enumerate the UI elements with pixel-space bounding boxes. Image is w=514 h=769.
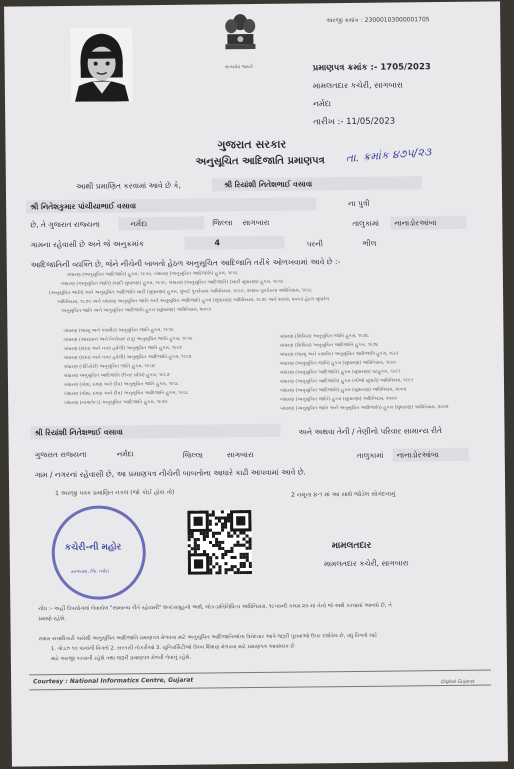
list-right-3: બંધારણ (જમ્મુ અને કાશ્મીર) અનુસૂચિત આદિજાતિ હુકમ, ૧૯૮૯ (279, 351, 400, 358)
district-label-2: જિલ્લા (182, 450, 203, 460)
certificate-page (4, 1, 508, 766)
serial-line-prefix: ગામના રહેવાસી છે અને જે અનુક્રમાંક (30, 239, 145, 250)
applicant-photo (70, 27, 133, 102)
list-left-8: બંધારણ (ગોવા, દમણ અને દીવ) અનુસૂચિત આદિજાતિ હુકમ, ૧૯૬૮ (64, 390, 189, 398)
list-right-6: બંધારણ (અનુસૂચિત આદિજાતિ) હુકમ (બીજો સુધારો) અધિનિયમ, ૧૯૯૧ (279, 378, 414, 385)
family-text: અને અથવા તેની / તેણીનો પરિવાર સામાન્ય રીતે (298, 426, 443, 437)
footnote-1b: પ્રમાણે રહેશે. (38, 616, 67, 623)
order-line-4: અધિનિયમ, ૧૯૭૦ અને બંધારણ અનુસૂચિત જાતિ અને અનુસૂચિત આદિજાતિ હુકમ (સુધારણા) અધિનિયમ, ૧૯૭૬ અને ૨૦૦૨, ૨૦૦૩ હેઠળ સુધારેલ (57, 297, 330, 306)
list-right-2: બંધારણ (સિક્કિમ) અનુસૂચિત આદિજાતિ હુકમ, ૧૯૭૮ (279, 342, 379, 349)
office-seal (51, 505, 146, 600)
list-right-9: બંધારણ (અનુસૂચિત જાતિ અને અનુસૂચિત આદિજાતિ) હુકમ (સુધારણા) અધિનિયમ, ૨૦૦૨ (280, 404, 449, 412)
list-left-4: બંધારણ (દાદરા અને નગર હવેલી) અનુસૂચિત આદિજાતિ હુકમ, ૧૯૬૨ (63, 354, 192, 362)
list-left-2: બંધારણ (આંદામાન અને નિકોબાર ટાપુ) અનુસૂચિત જાતિ હુકમ, ૧૯૫૯ (63, 336, 193, 344)
list-left-5: બંધારણ (પોંડિચેરી) અનુસૂચિત જાતિ હુકમ, ૧૯૬૪ (63, 364, 155, 371)
list-left-3: બંધારણ (દાદરા અને નગર હવેલી) અનુસૂચિત જાતિ હુકમ, ૧૯૬૨ (63, 345, 182, 353)
list-left-1: બંધારણ (જમ્મુ અને કાશ્મીર) અનુસૂચિત જાતિ હુકમ, ૧૯૫૬ (63, 327, 174, 335)
national-emblem-icon (220, 10, 261, 66)
signer-office: મામલતદાર કચેરી, સાગબારા (323, 558, 409, 569)
seal-place: સાગબારા, જિ. નર્મદા (70, 569, 110, 575)
list-right-1: બંધારણ (સિક્કિમ) અનુસૂચિત જાતિ હુકમ, ૧૯૭૮ (279, 333, 369, 340)
digital-gujarat-text: Digital Gujarat (441, 679, 475, 686)
list-right-5: બંધારણ (અનુસૂચિત આદિજાતિ) હુકમ (સુધારણા) વટહુકમ, ૧૯૯૧ (279, 369, 401, 376)
qr-code[interactable] (187, 510, 252, 575)
list-right-8: બંધારણ (અનુસૂચિત જાતિ) હુકમ (સુધારણા) અધિનિયમ, ૨૦૦૨ (280, 396, 397, 403)
applicant-name-2: શ્રી રિયાંશી નિતેશભાઈ વસાવા (34, 427, 123, 438)
list-right-4: બંધારણ (અનુસૂચિત જાતિ) હુકમ (સુધારણા) અધિનિયમ, ૧૯૯૦ (279, 360, 397, 367)
footnote-2: સક્ષમ સત્તાધિકારી પાસેથી અનુસૂચિત આદિજાતિ પ્રમાણપત્ર મેળવવા માટે અનુસૂચિત આદિજાતિઓના ઉમેદવાર આપે જરૂરી પુરાવાઓ ઉપર દર્શાવેલ છે, વધુ વિગતો માટે (38, 632, 378, 643)
tribe-value: ભીલ (362, 238, 377, 248)
residence-text: ગામ / નગરનાં રહેવાસી છે, આ પ્રમાણપત્ર નીચેની બાબતોના આધારે કાઢી આપવામાં આવે છે. (34, 467, 306, 480)
village-value-2: નાનાડોરઆંબા (396, 450, 439, 460)
serial-line-mid: પરની (306, 239, 324, 249)
applicant-name: શ્રી રિયાંશી નિતેશભાઈ વસાવા (223, 179, 313, 190)
order-line-3: (અનુસૂચિત જાતિ) અને અનુસૂચિત આદિજાતિ યાદી (સુધારણા) હુકમ, મુંબઈ પુનર્રચના અધિનિયમ, ૧૯૬૦, પંજાબ પુનર્રચના અધિનિયમ, ૧૯૬૬ (49, 288, 312, 297)
signer-title: મામલતદાર (331, 540, 372, 552)
state-line-2: ગુજરાત રાજ્યના (34, 449, 87, 460)
order-line-2: બંધારણ (અનુસૂચિત જાતિ) (યાદી સુધારણા) હુકમ, ૧૯૫૬, બંધારણ (અનુસૂચિત આદિજાતિ) (યાદી સુધારણા) હુકમ, ૧૯૫૬ (60, 279, 284, 288)
district-value-2: નર્મદા (116, 449, 134, 459)
list-left-6: બંધારણ અનુસૂચિત આદિજાતિ (ઉત્તર પ્રદેશ) હુકમ, ૧૯૬૭ (63, 372, 170, 380)
issue-date: તારીખ :- 11/05/2023 (313, 116, 396, 128)
government-title: ગુજરાત સરકાર (217, 137, 287, 152)
state-line-prefix: છે, તે ગુજરાત રાજ્યના (30, 219, 101, 230)
recognition-line: આદિજાતિની વ્યક્તિ છે, જેને નીચેની બાબતો હેઠળ અનુસૂચિત આદિજાતિ તરીકે ઓળખવામાં આવે છે :- (30, 257, 341, 270)
emblem-caption: સત્યમેવ જયતે (224, 65, 253, 71)
certificate-title: અનુસૂચિત આદિજાતિ પ્રમાણપત્ર (195, 155, 325, 168)
relation-label: ના પુત્રી (348, 198, 370, 209)
taluka-label-2: તાલુકામાં (356, 450, 384, 460)
issuing-office: મામલતદાર કચેરી, સાગબારા (312, 80, 403, 91)
footnote-4: માટે અરજી કરવાની રહેશે તથા જરૂરી પ્રમાણપત્ર મેળવી લેવાનું રહેશે. (50, 654, 192, 663)
district-value: નર્મદા (130, 219, 148, 229)
serial-value: 4 (214, 238, 221, 248)
footnote-1: નોંધ :- અહીં ઉપયોગમાં લેવાયેલ "સામાન્ય રીતે રહેવાસી" શબ્દસમૂહનો અર્થ, લોક-પ્રતિનિધિત્વ અધિનિયમ, ૧૯૫૦ની કલમ ૨૦ માં તેનો જે અર્થ કરવામાં આવ્યો છે, તે (38, 602, 392, 613)
list-left-9: બંધારણ (નાગાલેન્ડ) અનુસૂચિત આદિજાતિ હુકમ, ૧૯૭૦ (64, 399, 168, 407)
basis-note-1: 1 અરજી પત્રક પ્રમાણિત નકલ (જો કોઈ હોય તો) (55, 488, 175, 498)
taluka-label: તાલુકામાં (352, 218, 380, 228)
order-line-1: બંધારણ (અનુસૂચિત આદિજાતિ) હુકમ, ૧૯૫૦, બંધારણ (અનુસૂચિત આદિજાતિ) હુકમ, ૧૯૫૬ (66, 271, 239, 278)
certify-text: આથી પ્રમાણિત કરવામાં આવે છે કે, (75, 180, 182, 191)
footnote-3: 1. ગોડઝ ૧૦ પાનાંની વિગતો 2. સરકારી નોકરીઓ 3. યુનિવર્સિટીઓ ઉચ્ચ શિક્ષણ મેળવવા માટે પ્રમાણપત્ર આવશ્યક છે (50, 643, 295, 653)
certificate-number: પ્રમાણપત્ર ક્રમાંક :- 1705/2023 (312, 62, 431, 74)
list-left-7: બંધારણ (ગોવા, દમણ અને દીવ) અનુસૂચિત જાતિ હુકમ, ૧૯૬૮ (63, 381, 179, 389)
handwritten-number: તા. ક્રમાંક ૪૭૫/૨૩ (345, 145, 432, 166)
village-value: નાનાડોરઆંબા (394, 218, 437, 228)
district-label: જિલ્લા (212, 218, 233, 228)
list-right-7: બંધારણ (અનુસૂચિત આદિજાતિ) હુકમ (સુધારણા) અધિનિયમ, ૨૦૦૨ (280, 387, 407, 394)
seal-text: કચેરી-ની મહોર (64, 542, 122, 554)
taluka-value-2: સાગબારા (226, 450, 254, 460)
taluka-value: સાગબારા (242, 217, 270, 228)
basis-note-2: 2 નમૂના ૪-૧ માં આ સાથે જોડેલ સોગંદનામું (291, 490, 396, 499)
application-number: અરજી ક્રમાંક : 23000103000001705 (326, 16, 430, 25)
courtesy-text: Courtesy : National Informatics Centre, Gujarat (33, 676, 194, 686)
issuing-district: નર્મદા (313, 99, 332, 109)
father-name: શ્રી નિતેશકુમાર પાંચીયાભાઈ વસાવા (30, 201, 137, 212)
order-line-5: અનુસૂચિત જાતિ અને અનુસૂચિત આદિજાતિ હુકમ (સુધારણા) અધિનિયમ, ૨૦૦૩ (61, 307, 211, 315)
